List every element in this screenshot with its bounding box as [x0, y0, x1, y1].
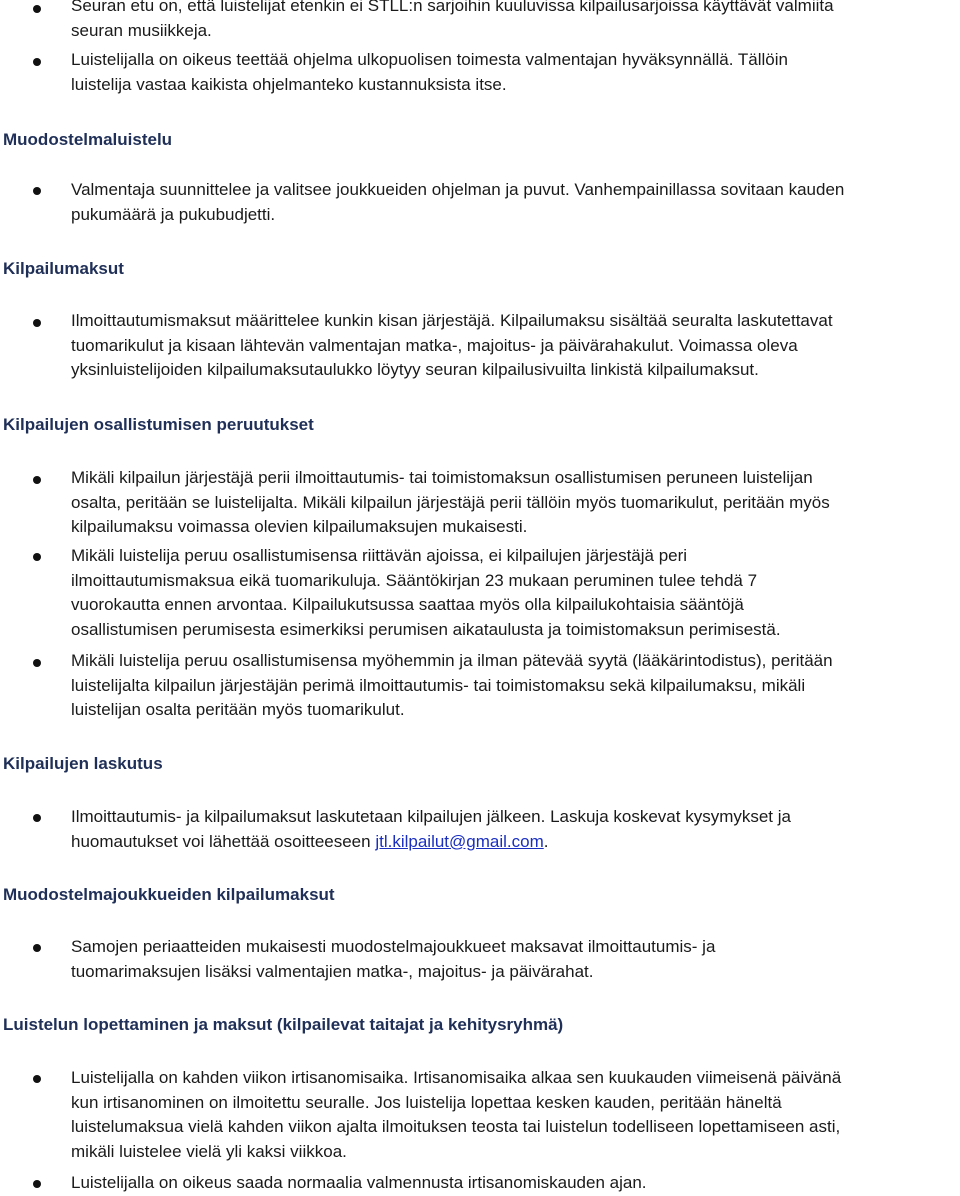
bullet-icon: [33, 5, 41, 13]
list-item-line: kilpailumaksu voimassa olevien kilpailumaksujen mukaisesti.: [71, 517, 528, 537]
email-prefix-text: huomautukset voi lähettää osoitteeseen: [71, 831, 376, 851]
bullet-icon: [33, 553, 41, 561]
bullet-icon: [33, 476, 41, 484]
section-heading-muodostelmaluistelu: Muodostelmaluistelu: [3, 130, 173, 149]
list-item-line: luistelumaksua vielä kahden viikon ajalta ilmoituksen teosta tai luistelun todelliseen lopettamiseen asti,: [71, 1117, 841, 1137]
list-item-line: Mikäli luistelija peruu osallistumisensa riittävän ajoissa, ei kilpailujen järjestäjä peri: [71, 546, 688, 565]
section-heading-lopettaminen: Luistelun lopettaminen ja maksut (kilpailevat taitajat ja kehitysryhmä): [3, 1015, 564, 1034]
list-item-line: Mikäli kilpailun järjestäjä perii ilmoittautumis- tai toimistomaksun osallistumisen peruneen luistelijan: [71, 468, 813, 487]
list-item-line: yksinluistelijoiden kilpailumaksutaulukko löytyy seuran kilpailusivuilta linkistä kilpailumaksut.: [71, 360, 759, 380]
bullet-icon: [33, 58, 41, 66]
email-suffix-text: .: [543, 831, 549, 851]
bullet-icon: [33, 1180, 41, 1188]
list-item-line: luistelija vastaa kaikista ohjelmanteko kustannuksista itse.: [71, 74, 507, 94]
list-item-line: pukumäärä ja pukubudjetti.: [71, 204, 276, 224]
list-item-line: vuorokautta ennen arvontaa. Kilpailukutsussa saattaa myös olla kilpailukohtaisia sääntöjä: [71, 595, 744, 615]
list-item-line: tuomarimaksujen lisäksi valmentajien matka-, majoitus- ja päivärahat.: [71, 961, 594, 981]
list-item-line: tuomarikulut ja kisaan lähtevän valmentajan matka-, majoitus- ja päivärahakulut. Voimassa oleva: [71, 335, 798, 355]
list-item-line: Valmentaja suunnittelee ja valitsee joukkueiden ohjelman ja puvut. Vanhempainillassa sovitaan kauden: [71, 180, 845, 199]
bullet-icon: [33, 944, 41, 952]
list-item-line: osallistumisen perumisesta esimerkiksi perumisen aikataulusta ja toimistomaksun perimisestä.: [71, 619, 781, 639]
list-item-line: Luistelijalla on kahden viikon irtisanomisaika. Irtisanomisaika alkaa sen kuukauden viimeisenä päivänä: [71, 1068, 842, 1087]
list-item-line: luistelijalta kilpailun järjestäjän perimä ilmoittautumis- tai toimistomaksu sekä kilpailumaksu, mikäli: [71, 675, 806, 695]
section-heading-joukkueiden-maksut: Muodostelmajoukkueiden kilpailumaksut: [3, 885, 335, 904]
bullet-icon: [33, 187, 41, 195]
list-item-line: Ilmoittautumis- ja kilpailumaksut laskutetaan kilpailujen jälkeen. Laskuja koskevat kysymykset ja: [71, 807, 791, 826]
bullet-icon: [33, 319, 41, 327]
list-item-line: ilmoittautumismaksua eikä tuomarikuluja. Sääntökirjan 23 mukaan peruminen tulee tehdä 7: [71, 570, 758, 590]
bullet-icon: [33, 814, 41, 822]
section-heading-peruutukset: Kilpailujen osallistumisen peruutukset: [3, 415, 314, 434]
list-item-line: Ilmoittautumismaksut määrittelee kunkin kisan järjestäjä. Kilpailumaksu sisältää seuralta laskutettavat: [71, 311, 833, 330]
list-item-line: Samojen periaatteiden mukaisesti muodostelmajoukkueet maksavat ilmoittautumis- ja: [71, 937, 716, 956]
list-item-line: Luistelijalla on oikeus teettää ohjelma ulkopuolisen toimesta valmentajan hyväksynnällä. Tällöin: [71, 50, 788, 69]
list-item-line: luistelijan osalta peritään myös tuomarikulut.: [71, 700, 405, 720]
list-item-line: kun irtisanominen on ilmoitettu seuralle. Jos luistelija lopettaa kesken kauden, peritään häneltä: [71, 1092, 782, 1112]
list-item-line: seuran musiikkeja.: [71, 20, 212, 40]
bullet-icon: [33, 659, 41, 667]
list-item-line: [71, 830, 955, 855]
bullet-icon: [33, 1075, 41, 1083]
list-item-line: mikäli luistelee vielä yli kaksi viikkoa.: [71, 1141, 347, 1161]
section-heading-kilpailumaksut: Kilpailumaksut: [3, 259, 124, 278]
list-item-line: Seuran etu on, että luistelijat etenkin ei STLL:n sarjoihin kuuluvissa kilpailusarjoissa käyttävät valmiita: [71, 0, 834, 15]
list-item-line: Luistelijalla on oikeus saada normaalia valmennusta irtisanomiskauden ajan.: [71, 1173, 647, 1192]
list-item-line: osalta, peritään se luistelijalta. Mikäli kilpailun järjestäjä perii tällöin myös tuomarikulut, peritään myös: [71, 492, 830, 512]
section-heading-laskutus: Kilpailujen laskutus: [3, 754, 163, 773]
email-link[interactable]: jtl.kilpailut@gmail.com: [375, 831, 544, 851]
list-item-line: Mikäli luistelija peruu osallistumisensa myöhemmin ja ilman pätevää syytä (lääkärintodistus), peritään: [71, 651, 833, 670]
